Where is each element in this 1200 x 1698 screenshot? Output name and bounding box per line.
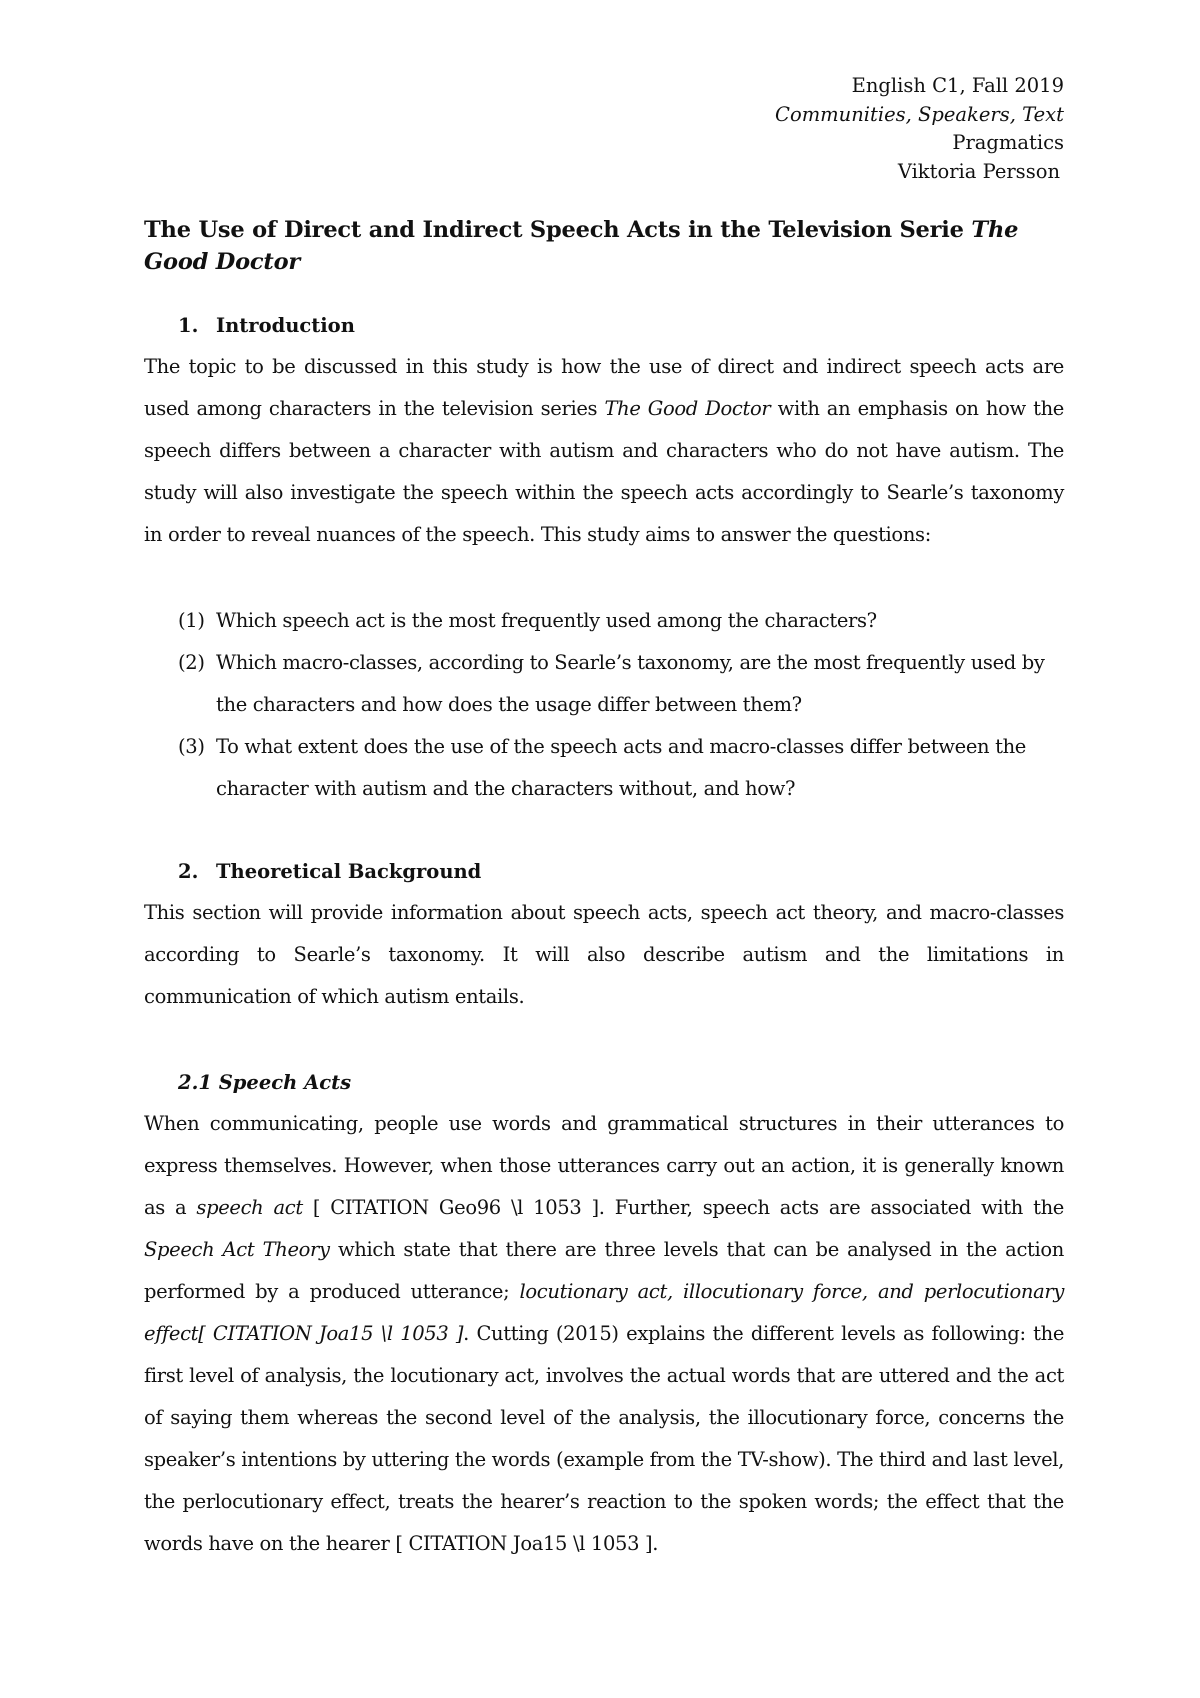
header-block	[775, 72, 1064, 186]
section-number: 1.	[178, 314, 199, 337]
intro-text-b: with an emphasis on how the speech differs between a character with autism and characters who do not have autism. The study will also investigate the speech within the speech acts accordingly to Searle’s taxonomy in order to reveal nuances of the speech. This study aims to answer the questions:	[144, 397, 1064, 546]
theory-paragraph	[144, 892, 1064, 1018]
speech-acts-italic-1: speech act	[196, 1196, 303, 1219]
section-heading-theoretical-background	[178, 858, 481, 886]
course-line: English C1, Fall 2019	[851, 74, 1064, 97]
section-title: Introduction	[216, 314, 355, 337]
question-number: (1)	[178, 609, 205, 632]
subsection-heading-speech-acts: 2.1 Speech Acts	[178, 1071, 352, 1094]
section-title: Theoretical Background	[216, 860, 482, 883]
question-number: (3)	[178, 735, 205, 758]
speech-acts-italic-2: Speech Act Theory	[144, 1238, 330, 1261]
list-item	[178, 726, 1064, 810]
title-main: The Use of Direct and Indirect Speech Acts in the Television Serie	[144, 217, 972, 243]
section-heading-introduction	[178, 312, 355, 340]
speech-acts-text-3: which state that there are three levels that can be analysed in the action performed by a produced utterance;	[144, 1238, 1065, 1303]
speech-acts-text-1: When communicating, people use words and grammatical structures in their utterances to express themselves. However, when those utterances carry out an action, it is generally known as a	[144, 1112, 1064, 1219]
speech-acts-italic-3: locutionary act, illocutionary force, and perlocutionary effect[ CITATION Joa15 \l 1053 ]	[144, 1280, 1064, 1345]
document-title	[144, 214, 1064, 278]
research-questions-list	[178, 600, 1064, 810]
list-item	[178, 642, 1064, 726]
question-text: To what extent does the use of the speech acts and macro-classes differ between the character with autism and the characters without, and how?	[216, 735, 1026, 800]
document-page	[144, 0, 1064, 1698]
title-italic: The Good Doctor	[144, 217, 1019, 275]
topic-line: Pragmatics	[952, 131, 1064, 154]
list-item	[178, 600, 1064, 642]
speech-acts-text-2: [ CITATION Geo96 \l 1053 ]. Further, speech acts are associated with the	[302, 1196, 1064, 1219]
intro-text-italic: The Good Doctor	[604, 397, 771, 420]
question-text: Which macro-classes, according to Searle’s taxonomy, are the most frequently used by the characters and how does the usage differ between them?	[216, 651, 1045, 716]
speech-acts-paragraph	[144, 1103, 1064, 1565]
intro-paragraph	[144, 346, 1064, 556]
question-number: (2)	[178, 651, 205, 674]
question-text: Which speech act is the most frequently used among the characters?	[216, 609, 877, 632]
speech-acts-text-4: . Cutting (2015) explains the different levels as following: the first level of analysis, the locutionary act, involves the actual words that are uttered and the act of saying them whereas the second level of the analysis, the illocutionary force, concerns the speaker’s intentions by uttering the words (example from the TV-show). The third and last level, the perlocutionary effect, treats the hearer’s reaction to the spoken words; the effect that the words have on the hearer [ CITATION Joa15 \l 1053 ].	[144, 1322, 1065, 1555]
author-line: Viktoria Persson	[897, 159, 1060, 183]
intro-text-a: The topic to be discussed in this study is how the use of direct and indirect speech acts are used among characters in the television series	[144, 355, 1064, 420]
module-line: Communities, Speakers, Text	[775, 102, 1064, 126]
theory-text: This section will provide information about speech acts, speech act theory, and macro-classes according to Searle’s taxonomy. It will also describe autism and the limitations in communication of which autism entails.	[144, 901, 1064, 1008]
section-number: 2.	[178, 860, 199, 883]
